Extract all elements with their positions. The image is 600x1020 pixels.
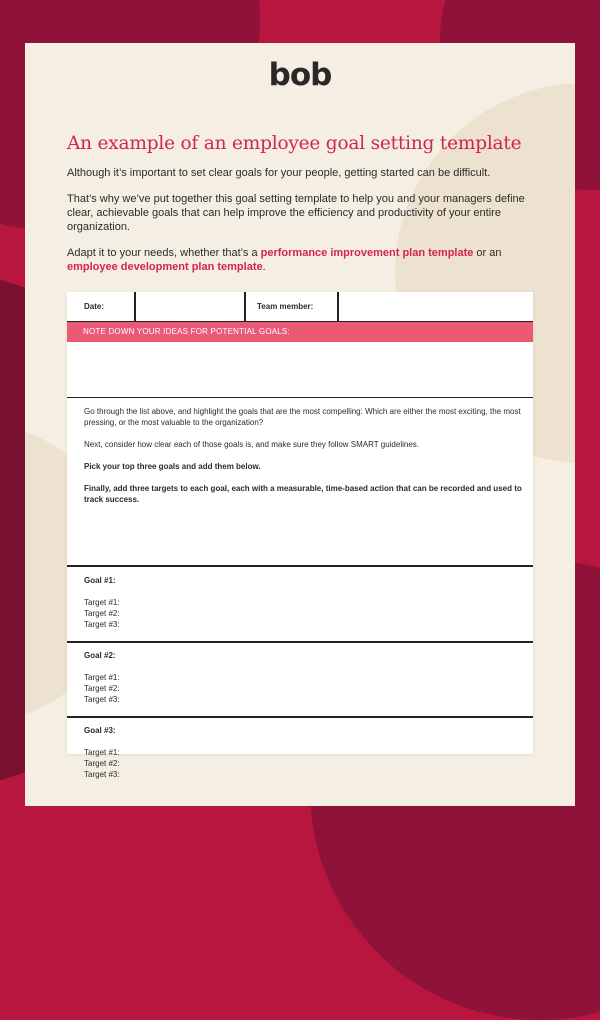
target-label: Target #1: (84, 748, 120, 757)
goal-title: Goal #1: (84, 576, 116, 585)
performance-plan-link[interactable]: performance improvement plan template (260, 247, 474, 259)
goal-title: Goal #3: (84, 726, 116, 735)
intro-text-part: . (262, 261, 266, 273)
team-member-field[interactable] (339, 292, 533, 321)
target-label: Target #1: (84, 598, 120, 607)
target-label: Target #1: (84, 673, 120, 682)
page-title: An example of an employee goal setting template (67, 133, 522, 154)
instruction-paragraph: Go through the list above, and highlight the goals that are the most compelling: Which are either the most exciting, the most pressing, or the most valuable to the organization? (84, 407, 521, 427)
intro-paragraph-3 (67, 246, 542, 274)
bob-logo: bob (268, 57, 332, 93)
divider (67, 641, 533, 643)
cell-divider (244, 292, 246, 321)
instruction-paragraph: Next, consider how clear each of those goals is, and make sure they follow SMART guidelines. (84, 440, 419, 449)
team-member-label: Team member: (257, 302, 314, 311)
target-label: Target #3: (84, 695, 120, 704)
target-label: Target #3: (84, 770, 120, 779)
intro-paragraph-2: That’s why we’ve put together this goal setting template to help you and your managers define clear, achievable goals that can help improve the efficiency and productivity of your entire organization. (67, 193, 525, 233)
target-label: Target #2: (84, 759, 120, 768)
target-label: Target #2: (84, 684, 120, 693)
document-page (25, 43, 575, 806)
target-label: Target #2: (84, 609, 120, 618)
intro-text (67, 166, 542, 286)
goal-title: Goal #2: (84, 651, 116, 660)
instruction-paragraph: Finally, add three targets to each goal, each with a measurable, time-based action that can be recorded and used to track success. (84, 484, 522, 504)
goal-section-1[interactable] (84, 575, 384, 630)
ideas-header: NOTE DOWN YOUR IDEAS FOR POTENTIAL GOALS: (67, 322, 533, 342)
intro-text-part: or an (473, 247, 502, 259)
divider (67, 716, 533, 718)
intro-paragraph-1: Although it’s important to set clear goals for your people, getting started can be difficult. (67, 167, 491, 179)
date-label: Date: (84, 302, 105, 311)
ideas-field[interactable] (67, 342, 533, 398)
target-label: Target #3: (84, 620, 120, 629)
date-field[interactable] (136, 292, 244, 321)
form-header-row (67, 292, 533, 322)
development-plan-link[interactable]: employee development plan template (67, 261, 263, 273)
intro-text-part: Adapt it to your needs, whether that’s a (67, 247, 261, 259)
goal-setting-form (67, 292, 533, 779)
instruction-paragraph: Pick your top three goals and add them below. (84, 462, 261, 471)
instructions (84, 406, 524, 516)
divider (67, 565, 533, 567)
goal-section-2[interactable] (84, 650, 384, 705)
goal-section-3[interactable] (84, 725, 384, 780)
